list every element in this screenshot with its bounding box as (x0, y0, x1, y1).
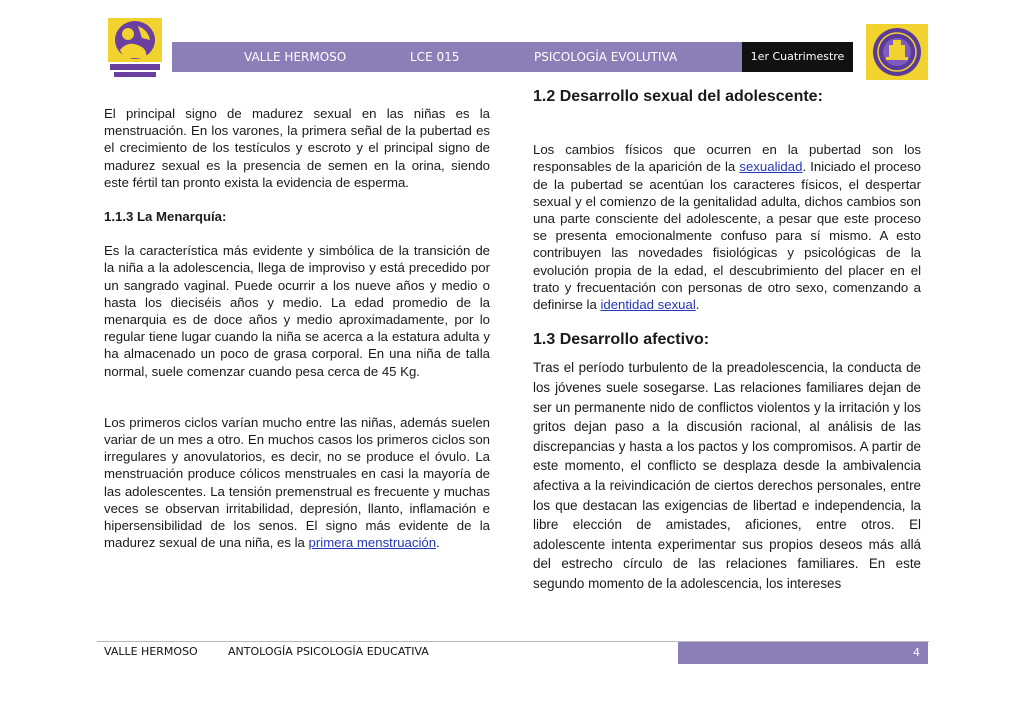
paragraph-desarrollo-afectivo: Tras el período turbulento de la preadolescencia, la conducta de los jóvenes suele sosegarse. Las relaciones familiares dejan de ser un permanente nido de conflictos violentos y la irritación y los gritos dejan paso a la discusión racional, al análisis de las discrepancias y hasta a los pactos y los compromisos. A partir de este momento, el conflicto se desplaza desde la ambivalencia afectiva a la reivindicación de ciertos derechos personales, entre los que destacan las exigencias de libertad e independencia, la libre elección de amistades, aficiones, entre otros. El adolescente intenta experimentar sus propios deseos más allá del estrecho círculo de las relaciones familiares. En este segundo momento de la adolescencia, los intereses (533, 360, 921, 591)
heading-desarrollo-sexual: 1.2 Desarrollo sexual del adolescente: (533, 88, 823, 105)
paragraph-desarrollo-sexual-end: . (695, 297, 700, 313)
paragraph-madurez-sexual: El principal signo de madurez sexual en las niñas es la menstruación. En los varones, la primera señal de la pubertad es el crecimiento de los testículos y escroto y el principal signo de madurez sexual es la presencia de semen en la orina, siendo este fértil tan pronto exista la evidencia de esperma. (104, 106, 490, 190)
paragraph-desarrollo-sexual-middle: . Iniciado el proceso de la pubertad se acentúan los caracteres físicos, el despertar sexual y el comienzo de la genitalidad adulta, dichos cambios son una parte consciente del adolescente, a pesar que este proceso se presenta emocionalmente confuso para sí mismo. A esto contribuyen las novedades fisiológicas y psicológicas de la evolución propia de la edad, el descubrimiento del placer en el trato y frecuentación con personas de otro sexo, comenzando a definirse la (533, 159, 922, 313)
heading-menarquia: 1.1.3 La Menarquía: (104, 209, 227, 225)
paragraph-primeros-ciclos-text: Los primeros ciclos varían mucho entre las niñas, además suelen variar de un mes a otro. En muchos casos los primeros ciclos son irregulares y anovulatorios, es decir, no se produce el óvulo. La menstruación produce cólicos menstruales en casi la mayoría de las adolescentes. La tensión premenstrual es frecuente y muchas veces se observan irritabilidad, depresión, llanto, inflamación e hipersensibilidad de los senos. El signo más evidente de la madurez sexual de una niña, es la (104, 414, 490, 551)
page-number: 4 (913, 646, 920, 659)
header-school: VALLE HERMOSO (244, 50, 347, 64)
left-column (104, 105, 490, 551)
footer-title: ANTOLOGÍA PSICOLOGÍA EDUCATIVA (228, 645, 429, 658)
link-identidad-sexual[interactable]: identidad sexual (600, 297, 696, 313)
heading-desarrollo-afectivo: 1.3 Desarrollo afectivo: (533, 331, 710, 349)
footer-school: VALLE HERMOSO (104, 645, 198, 658)
link-primera-menstruacion[interactable]: primera menstruación (308, 535, 437, 551)
paragraph-menarquia: Es la característica más evidente y simbólica de la transición de la niña a la adolescencia, llega de improviso y está precedido por un sangrado vaginal. Puede ocurrir a los nueve años y medio o hasta los dieciséis años y medio. La edad promedio de la menarquia es de doce años y medio aproximadamente, por lo regular tiene lugar cuando la niña se acerca a la estatura adulta y ha almacenado un poco de grasa corporal. En una niña de talla normal, suele comenzar cuando pesa cerca de 45 Kg. (104, 243, 490, 379)
footer-bar (678, 642, 928, 664)
paragraph-primeros-ciclos (104, 414, 490, 552)
paragraph-primeros-ciclos-end: . (436, 535, 440, 551)
header-term: 1er Cuatrimestre (742, 42, 853, 72)
paragraph-desarrollo-sexual (533, 141, 921, 313)
university-crest-icon (104, 16, 166, 80)
school-seal-icon (866, 24, 928, 80)
header-subject: PSICOLOGÍA EVOLUTIVA (534, 50, 678, 64)
paragraph-desarrollo-sexual-text: Los cambios físicos que ocurren en la pubertad son los responsables de la aparición de la (533, 142, 921, 175)
link-sexualidad[interactable]: sexualidad (739, 159, 803, 175)
header-course-code: LCE 015 (410, 50, 460, 64)
right-column (533, 88, 921, 594)
